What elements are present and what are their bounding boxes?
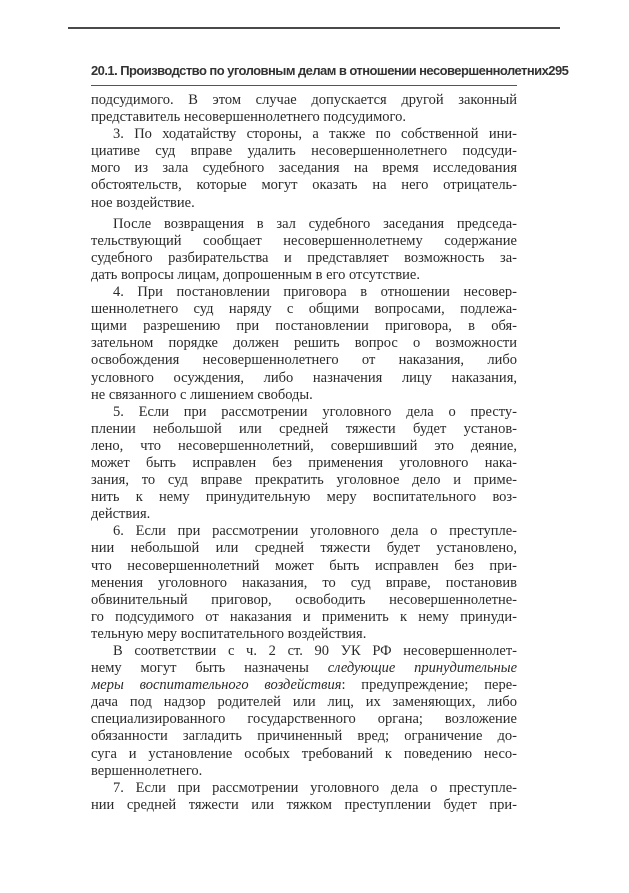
top-border-rule — [68, 27, 560, 29]
text-line: плении небольшой или средней тяжести будет установ- — [91, 420, 517, 437]
text-line: После возвращения в зал судебного заседания председа- — [113, 215, 517, 232]
header-rule — [91, 85, 517, 86]
running-header — [91, 63, 569, 83]
text-line — [91, 677, 517, 694]
text-line: обвинительный приговор, освободить несовершеннолетне- — [91, 591, 517, 608]
text-line: нии небольшой или средней тяжести будет установлено, — [91, 540, 517, 557]
text-line: тельствующий сообщает несовершеннолетнему содержание — [91, 232, 517, 249]
italic-term: следующие принудительные — [327, 660, 517, 677]
text-line: дача под надзор родителей или лиц, их заменяющих, либо — [91, 694, 517, 711]
text-line: действия. — [91, 506, 151, 523]
text-line: суга и установление особых требований к поведению несо- — [91, 745, 517, 762]
text-line: циативе суд вправе удалить несовершеннолетнего подсуди- — [91, 143, 517, 160]
text-line: зания, то суд вправе прекратить уголовное дело и приме- — [91, 472, 517, 489]
text-line: нить к нему принудительную меру воспитательного воз- — [91, 489, 517, 506]
text-line: 3. По ходатайству стороны, а также по собственной ини- — [113, 126, 517, 143]
italic-term: меры воспитательного воздействия — [91, 677, 342, 694]
text-line: щими разрешению при постановлении приговора, в обя- — [91, 318, 517, 335]
text-line: судебного разбирательства и представляет возможность за- — [91, 249, 517, 266]
text-line: обязанности загладить причиненный вред; ограничение до- — [91, 728, 517, 745]
text-line: тельную меру воспитательного воздействия. — [91, 625, 367, 642]
text-line: что несовершеннолетний может быть исправлен без при- — [91, 557, 517, 574]
text-line: дать вопросы лицам, допрошенным в его отсутствие. — [91, 266, 420, 283]
text-line: специализированного государственного органа; возложение — [91, 711, 517, 728]
text-line: 6. Если при рассмотрении уголовного дела о преступле- — [113, 523, 517, 540]
text-line: ное воздействие. — [91, 194, 195, 211]
text-line — [91, 660, 517, 677]
text-line: подсудимого. В этом случае допускается другой законный — [91, 92, 517, 108]
text-line: шеннолетнего суд наряду с общими вопросами, подлежа- — [91, 301, 517, 318]
text-line: освобождения несовершеннолетнего от наказания, либо — [91, 352, 517, 369]
text-fragment: нему могут быть назначены — [91, 660, 328, 677]
text-line: 5. Если при рассмотрении уголовного дела о престу- — [113, 403, 517, 420]
text-line: нии средней тяжести или тяжком преступлении будет при- — [91, 796, 517, 813]
text-line: мого из зала судебного заседания на время исследования — [91, 160, 517, 177]
text-line: зательном порядке должен решить вопрос о возможности — [91, 335, 517, 352]
text-line: условного осуждения, либо назначения лицу наказания, — [91, 369, 517, 386]
text-line: лено, что несовершеннолетний, совершивший это деяние, — [91, 437, 517, 454]
text-line: 7. Если при рассмотрении уголовного дела о преступле- — [113, 779, 517, 796]
text-line: не связанного с лишением свободы. — [91, 386, 313, 403]
text-line: вершеннолетнего. — [91, 762, 203, 779]
text-line: менения уголовного наказания, то суд вправе, постановив — [91, 574, 517, 591]
running-header-title: 20.1. Производство по уголовным делам в отношении несовершеннолетних — [91, 63, 549, 78]
text-line: го подсудимого от наказания и применить к нему принуди- — [91, 608, 517, 625]
text-fragment: : предупреждение; пере- — [341, 677, 517, 694]
text-line: В соответствии с ч. 2 ст. 90 УК РФ несовершеннолет- — [113, 643, 517, 659]
body-text — [91, 92, 517, 814]
text-line: обстоятельств, которые могут оказать на него отрицатель- — [91, 177, 517, 194]
text-line: 4. При постановлении приговора в отношении несовер- — [113, 284, 517, 301]
page-number: 295 — [548, 63, 569, 78]
text-line: представитель несовершеннолетнего подсудимого. — [91, 109, 406, 126]
text-line: может быть исправлен без применения уголовного нака- — [91, 454, 517, 471]
